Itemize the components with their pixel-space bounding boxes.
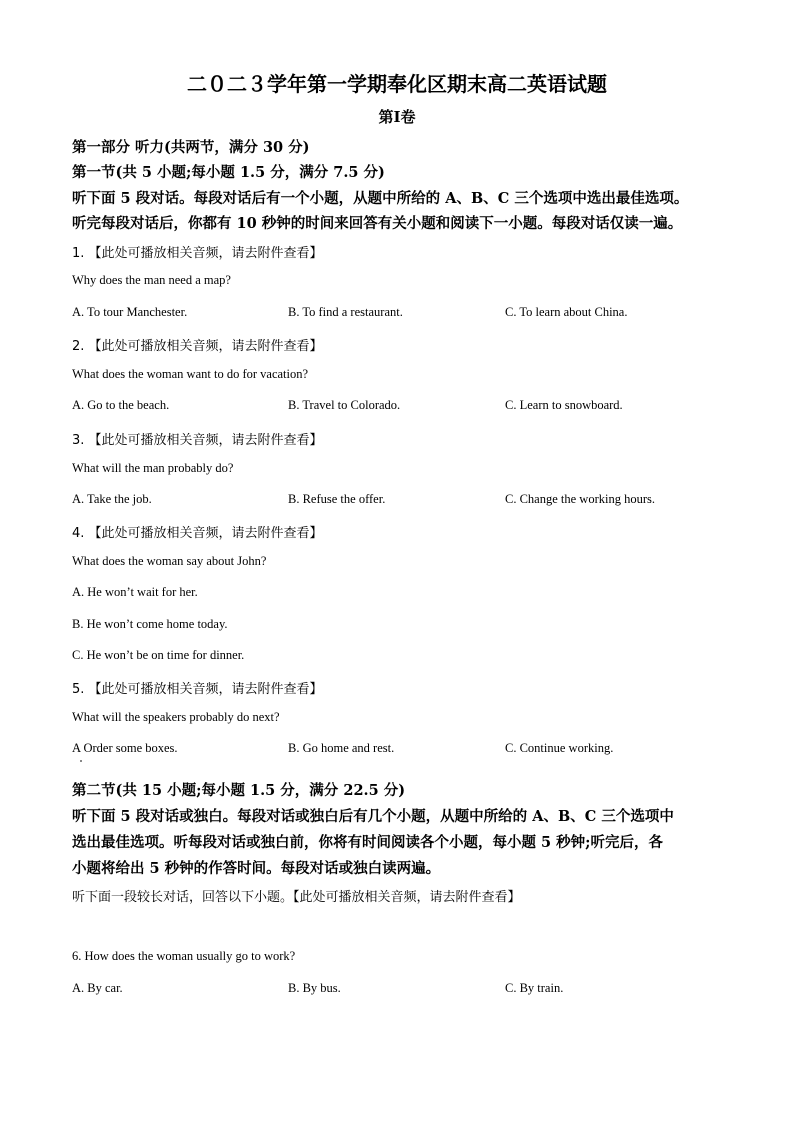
question-text-q5: What will the speakers probably do next? <box>72 710 280 724</box>
q4-option-a: A. He won’t wait for her. <box>72 585 198 599</box>
section1-instruction-line1: 听下面 5 段对话。每段对话后有一个小题，从题中所给的 A、B、C 三个选项中选出最佳选项。 <box>72 190 689 207</box>
question-text-q2: What does the woman want to do for vacation? <box>72 367 309 381</box>
section2-instruction-line1: 听下面 5 段对话或独白。每段对话或独白后有几个小题，从题中所给的 A、B、C 三个选项中 <box>72 808 674 825</box>
q6-option-c: C. By train. <box>505 981 564 995</box>
q1-option-c: C. To learn about China. <box>505 305 628 319</box>
q1-option-b: B. To find a restaurant. <box>288 305 403 319</box>
section1-instruction-line2: 听完每段对话后，你都有 10 秒钟的时间来回答有关小题和阅读下一小题。每段对话仅读一遍。 <box>72 215 683 232</box>
audio-placeholder-q4[interactable]: 4. 【此处可播放相关音频，请去附件查看】 <box>72 526 323 541</box>
q3-option-c: C. Change the working hours. <box>505 492 655 506</box>
question-text-q6: 6. How does the woman usually go to work? <box>72 949 296 963</box>
section2-heading: 第二节(共 15 小题;每小题 1.5 分，满分 22.5 分) <box>72 782 406 799</box>
q4-option-c: C. He won’t be on time for dinner. <box>72 648 245 662</box>
q1-option-a: A. To tour Manchester. <box>72 305 188 319</box>
audio-placeholder-q2[interactable]: 2. 【此处可播放相关音频，请去附件查看】 <box>72 339 323 354</box>
volume-label: 第Ⅰ卷 <box>378 108 416 126</box>
question-text-q3: What will the man probably do? <box>72 461 234 475</box>
section2-instruction-line3: 小题将给出 5 秒钟的作答时间。每段对话或独白读两遍。 <box>72 860 441 877</box>
stray-dot <box>80 760 82 762</box>
page-title: 二０二３学年第一学期奉化区期末高二英语试题 <box>187 72 607 96</box>
q4-option-b: B. He won’t come home today. <box>72 617 228 631</box>
q5-option-a: A Order some boxes. <box>72 741 178 755</box>
q2-option-b: B. Travel to Colorado. <box>288 398 401 412</box>
q5-option-c: C. Continue working. <box>505 741 614 755</box>
part1-heading: 第一部分 听力(共两节，满分 30 分) <box>72 139 310 156</box>
q5-option-b: B. Go home and rest. <box>288 741 395 755</box>
question-text-q4: What does the woman say about John? <box>72 554 267 568</box>
question-text-q1: Why does the man need a map? <box>72 273 231 287</box>
q6-option-b: B. By bus. <box>288 981 341 995</box>
audio-placeholder-q1[interactable]: 1. 【此处可播放相关音频，请去附件查看】 <box>72 246 323 261</box>
q2-option-a: A. Go to the beach. <box>72 398 170 412</box>
section1-heading: 第一节(共 5 小题;每小题 1.5 分，满分 7.5 分) <box>72 164 385 181</box>
section2-instruction-line2: 选出最佳选项。听每段对话或独白前，你将有时间阅读各个小题，每小题 5 秒钟;听完后，各 <box>72 834 664 851</box>
audio-placeholder-q3[interactable]: 3. 【此处可播放相关音频，请去附件查看】 <box>72 433 323 448</box>
q2-option-c: C. Learn to snowboard. <box>505 398 623 412</box>
q3-option-b: B. Refuse the offer. <box>288 492 386 506</box>
audio-placeholder-q5[interactable]: 5. 【此处可播放相关音频，请去附件查看】 <box>72 682 323 697</box>
dialogue-intro-audio[interactable]: 听下面一段较长对话，回答以下小题。【此处可播放相关音频，请去附件查看】 <box>72 890 521 905</box>
q6-option-a: A. By car. <box>72 981 123 995</box>
q3-option-a: A. Take the job. <box>72 492 152 506</box>
